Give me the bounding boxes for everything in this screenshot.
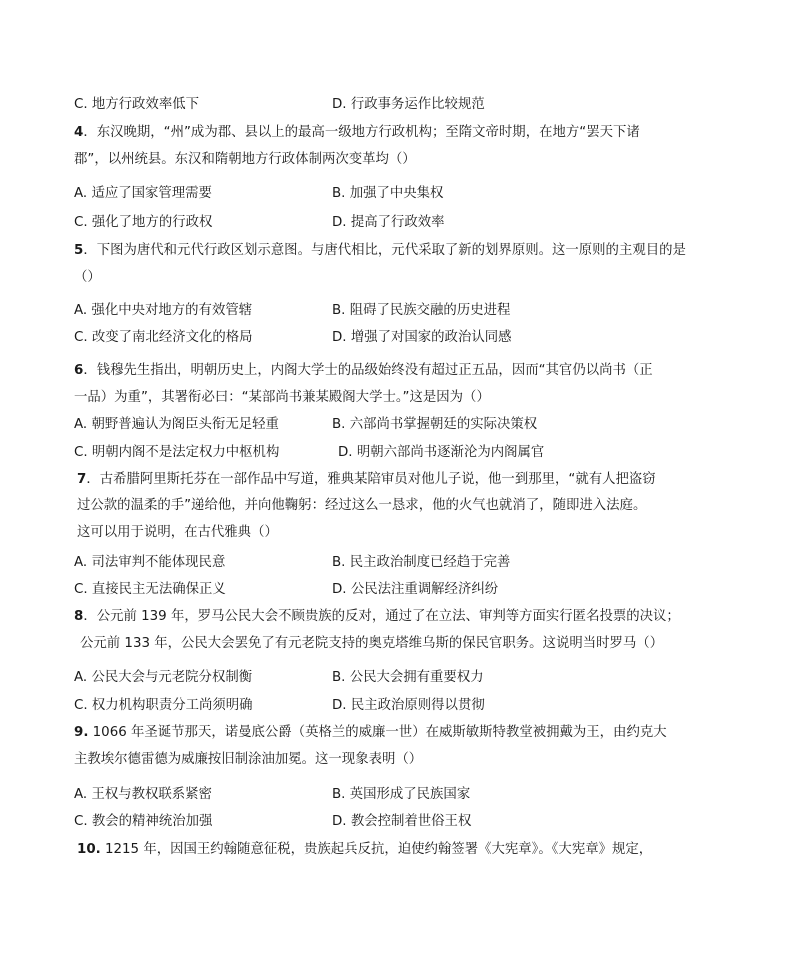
- q9-option-c: C. 教会的精神统治加强: [74, 814, 213, 829]
- q4-option-c: C. 强化了地方的行政权: [74, 215, 213, 230]
- q7-option-c: C. 直接民主无法确保正义: [74, 582, 226, 597]
- q5-stem-line1: [74, 242, 686, 260]
- q6-option-a: A. 朝野普遍认为阁臣头衔无足轻重: [74, 417, 279, 432]
- q10-stem-line1: [77, 841, 652, 859]
- q8-number: 8: [74, 609, 84, 624]
- q6-stem-line1: [74, 362, 653, 380]
- q10-text1: 1215 年，因国王约翰随意征税，贵族起兵反抗，迫使约翰签署《大宪章》。《大宪章》规定，: [100, 842, 653, 857]
- q9-option-a: A. 王权与教权联系紧密: [74, 787, 212, 802]
- q5-text1: ．下图为唐代和元代行政区划示意图。与唐代相比，元代采取了新的划界原则。这一原则的主观目的是: [83, 243, 686, 258]
- q6-option-b: B. 六部尚书掌握朝廷的实际决策权: [332, 417, 538, 432]
- q5-option-d: D. 增强了对国家的政治认同感: [332, 330, 512, 345]
- q5-stem-line2: （）: [74, 270, 101, 285]
- q9-number: 9.: [74, 725, 89, 740]
- q8-option-b: B. 公民大会拥有重要权力: [332, 670, 484, 685]
- q5-option-c: C. 改变了南北经济文化的格局: [74, 330, 253, 345]
- q7-text1: ．古希腊阿里斯托芬在一部作品中写道，雅典某陪审员对他儿子说，他一到那里，“就有人把盗窃: [86, 472, 656, 487]
- q6-option-c: C. 明朝内阁不是法定权力中枢机构: [74, 445, 280, 460]
- q10-number: 10.: [77, 842, 101, 857]
- q7-option-a: A. 司法审判不能体现民意: [74, 555, 226, 570]
- q8-option-a: A. 公民大会与元老院分权制衡: [74, 670, 253, 685]
- q7-stem-line3: 这可以用于说明，在古代雅典（）: [77, 525, 278, 540]
- q3-option-d: D. 行政事务运作比较规范: [332, 97, 485, 112]
- q6-stem-line2: 一品）为重”，其署衔必曰：“某部尚书兼某殿阁大学士。”这是因为（）: [74, 390, 490, 405]
- q3-option-c: C. 地方行政效率低下: [74, 97, 199, 112]
- q4-number: 4: [74, 125, 84, 140]
- q4-stem-line1: [74, 124, 640, 142]
- q5-option-b: B. 阻碍了民族交融的历史进程: [332, 303, 511, 318]
- q7-stem-line1: [77, 471, 656, 489]
- q7-number: 7: [77, 472, 87, 487]
- q9-stem-line1: [74, 724, 667, 742]
- q9-option-b: B. 英国形成了民族国家: [332, 787, 471, 802]
- q7-stem-line2: 过公款的温柔的手”递给他，并向他鞠躬：经过这么一恳求，他的火气也就消了，随即进入法庭。: [77, 498, 647, 513]
- q4-option-d: D. 提高了行政效率: [332, 215, 445, 230]
- q9-option-d: D. 教会控制着世俗王权: [332, 814, 472, 829]
- q8-text1: ．公元前 139 年，罗马公民大会不顾贵族的反对，通过了在立法、审判等方面实行匿名投票的决议；: [83, 609, 680, 624]
- q8-option-c: C. 权力机构职责分工尚须明确: [74, 698, 253, 713]
- q7-option-b: B. 民主政治制度已经趋于完善: [332, 555, 511, 570]
- q6-text1: ．钱穆先生指出，明朝历史上，内阁大学士的品级始终没有超过正五品，因而“其官仍以尚书（正: [83, 363, 653, 378]
- q8-stem-line2: 公元前 133 年，公民大会罢免了有元老院支持的奥克塔维乌斯的保民官职务。这说明当时罗马（）: [80, 636, 664, 651]
- q4-stem-line2: 郡”，以州统县。东汉和隋朝地方行政体制两次变革均（）: [74, 152, 416, 167]
- q4-option-b: B. 加强了中央集权: [332, 186, 444, 201]
- q5-option-a: A. 强化中央对地方的有效管辖: [74, 303, 253, 318]
- q6-number: 6: [74, 363, 84, 378]
- q7-option-d: D. 公民法注重调解经济纠纷: [332, 582, 499, 597]
- q4-option-a: A. 适应了国家管理需要: [74, 186, 212, 201]
- q5-number: 5: [74, 243, 84, 258]
- q8-option-d: D. 民主政治原则得以贯彻: [332, 698, 485, 713]
- q9-stem-line2: 主教埃尔德雷德为威廉按旧制涂油加冕。这一现象表明（）: [74, 752, 423, 767]
- q8-stem-line1: [74, 608, 680, 626]
- q6-option-d: D. 明朝六部尚书逐渐沦为内阁属官: [338, 445, 545, 460]
- q4-text1: ．东汉晚期，“州”成为郡、县以上的最高一级地方行政机构；至隋文帝时期，在地方“罢天下诸: [83, 125, 640, 140]
- q9-text1: 1066 年圣诞节那天，诺曼底公爵（英格兰的威廉一世）在威斯敏斯特教堂被拥戴为王，由约克大: [88, 725, 667, 740]
